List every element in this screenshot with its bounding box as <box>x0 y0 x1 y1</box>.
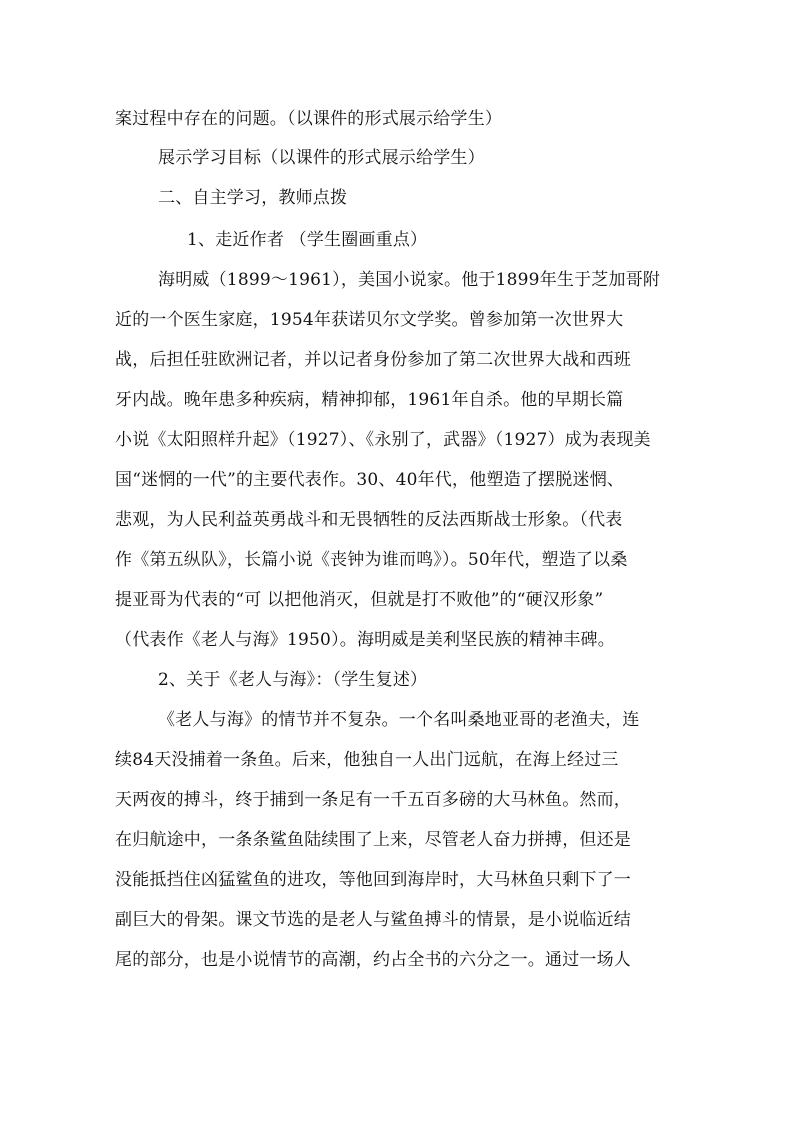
subsection-heading: 1、走近作者 （学生圈画重点） <box>187 230 428 250</box>
text-line: 案过程中存在的问题。（以课件的形式展示给学生） <box>115 109 503 129</box>
text-line: 没能抵挡住凶猛鲨鱼的进攻，等他回到海岸时，大马林鱼只剩下了一 <box>115 870 631 890</box>
text-line: 天两夜的搏斗，终于捕到一条足有一千五百多磅的大马林鱼。然而， <box>115 790 631 810</box>
text-line: 海明威（1899～1961），美国小说家。他于1899年生于芝加哥附 <box>158 270 661 290</box>
text-line: 展示学习目标（以课件的形式展示给学生） <box>158 148 485 168</box>
subsection-heading: 2、关于《老人与海》：（学生复述） <box>158 670 428 690</box>
text-line: 小说《太阳照样升起》（1927）、《永别了，武器》（1927）成为表现美 <box>115 430 651 450</box>
text-line: 《老人与海》的情节并不复杂。一个名叫桑地亚哥的老渔夫，连 <box>158 710 640 730</box>
text-line: 作《第五纵队》，长篇小说《丧钟为谁而鸣》）。50年代，塑造了以桑 <box>115 550 628 570</box>
text-line: 牙内战。晚年患多种疾病，精神抑郁，1961年自杀。他的早期长篇 <box>115 390 624 410</box>
text-line: 续84天没捕着一条鱼。后来，他独自一人出门远航，在海上经过三 <box>115 750 619 770</box>
text-line: 近的一个医生家庭，1954年获诺贝尔文学奖。曾参加第一次世界大 <box>115 310 624 330</box>
text-line: 国“迷惘的一代”的主要代表作。30、40年代，他塑造了摆脱迷惘、 <box>115 470 625 490</box>
text-line: 悲观，为人民利益英勇战斗和无畏牺牲的反法西斯战士形象。（代表 <box>115 510 623 530</box>
section-heading: 二、自主学习，教师点拨 <box>158 188 348 208</box>
text-line: 尾的部分，也是小说情节的高潮，约占全书的六分之一。通过一场人 <box>115 950 631 970</box>
text-line: 副巨大的骨架。课文节选的是老人与鲨鱼搏斗的情景，是小说临近结 <box>115 910 631 930</box>
text-line: 提亚哥为代表的“可 以把他消灭，但就是打不败他”的“硬汉形象” <box>115 590 604 610</box>
text-line: 在归航途中，一条条鲨鱼陆续围了上来，尽管老人奋力拼搏，但还是 <box>115 830 631 850</box>
text-line: 战，后担任驻欧洲记者，并以记者身份参加了第二次世界大战和西班 <box>115 350 631 370</box>
text-line: （代表作《老人与海》1950）。海明威是美利坚民族的精神丰碑。 <box>115 630 615 650</box>
